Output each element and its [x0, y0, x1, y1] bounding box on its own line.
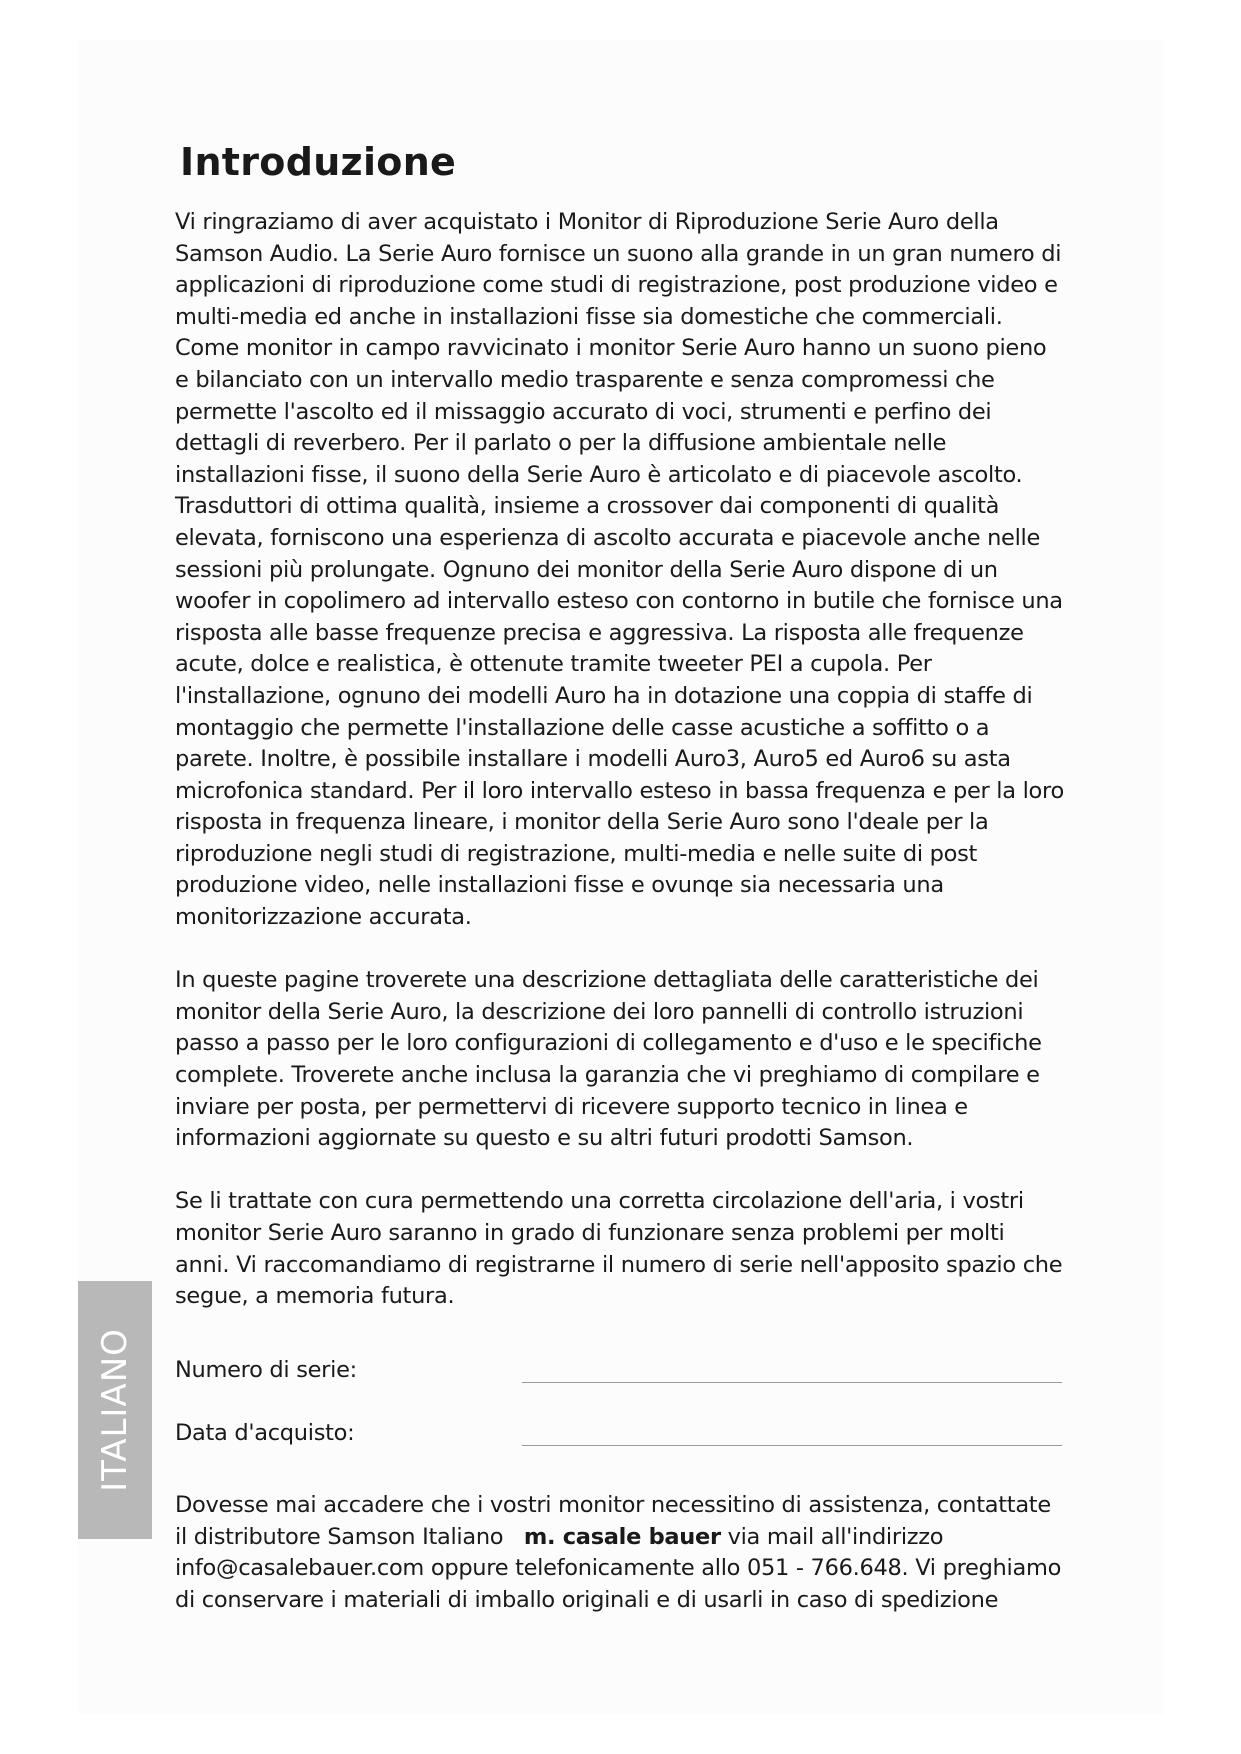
- intro-paragraph-1: Vi ringraziamo di aver acquistato i Monitor di Riproduzione Serie Auro della Samson Audio. La Serie Auro fornisce un suono alla grande in un gran numero di applicazioni di riproduzione come studi di registrazione, post produzione video e multi-media ed anche in installazioni fisse sia domestiche che commerciali. Come monitor in campo ravvicinato i monitor Serie Auro hanno un suono pieno e bilanciato con un intervallo medio trasparente e senza compromessi che permette l'ascolto ed il missaggio accurato di voci, strumenti e perfino dei dettagli di reverbero. Per il parlato o per la diffusione ambientale nelle installazioni fisse, il suono della Serie Auro è articolato e di piacevole ascolto. Trasduttori di ottima qualità, insieme a crossover dai componenti di qualità elevata, forniscono una esperienza di ascolto accurata e piacevole anche nelle sessioni più prolungate. Ognuno dei monitor della Serie Auro dispone di un woofer in copolimero ad intervallo esteso con contorno in butile che fornisce una risposta alle basse frequenze precisa e aggressiva. La risposta alle frequenze acute, dolce e realistica, è ottenute tramite tweeter PEI a cupola. Per l'installazione, ognuno dei modelli Auro ha in dotazione una coppia di staffe di montaggio che permette l'installazione delle casse acustiche a soffitto o a parete. Inoltre, è possibile installare i modelli Auro3, Auro5 ed Auro6 su asta microfonica standard. Per il loro intervallo esteso in bassa frequenza e per la loro risposta in frequenza lineare, i monitor della Serie Auro sono l'deale per la riproduzione negli studi di registrazione, multi-media e nelle suite di post produzione video, nelle installazioni fisse e ovunqe sia necessaria una monitorizzazione accurata.: [175, 209, 1064, 931]
- intro-body: [175, 207, 1065, 1313]
- purchase-date-label: Data d'acquisto:: [175, 1420, 355, 1446]
- page-title: Introduzione: [180, 140, 457, 184]
- intro-paragraph-2: In queste pagine troverete una descrizione dettagliata delle caratteristiche dei monitor della Serie Auro, la descrizione dei loro pannelli di controllo istruzioni passo a passo per le loro configurazioni di collegamento e d'uso e le specifiche complete. Troverete anche inclusa la garanzia che vi preghiamo di compilare e inviare per posta, per permettervi di ricevere supporto tecnico in linea e informazioni aggiornate su questo e su altri futuri prodotti Samson.: [175, 967, 1042, 1152]
- serial-number-label: Numero di serie:: [175, 1357, 357, 1383]
- language-tab-label: ITALIANO: [95, 1328, 135, 1492]
- service-text: [175, 1490, 1065, 1616]
- language-tab: [78, 1281, 152, 1539]
- distributor-name: m. casale bauer: [523, 1523, 721, 1550]
- serial-number-line[interactable]: [522, 1382, 1062, 1383]
- service-text-after: via mail all'indirizzo info@casalebauer.com oppure telefonicamente allo 051 - 766.648. Vi preghiamo di conservare i materiali di imballo originali e di usarli in caso di spedizione: [175, 1523, 1062, 1613]
- purchase-date-line[interactable]: [522, 1445, 1062, 1446]
- service-paragraph: [175, 1490, 1065, 1616]
- intro-paragraph-3: Se li trattate con cura permettendo una corretta circolazione dell'aria, i vostri monitor Serie Auro saranno in grado di funzionare senza problemi per molti anni. Vi raccomandiamo di registrarne il numero di serie nell'apposito spazio che segue, a memoria futura.: [175, 1188, 1063, 1310]
- service-text-before: Dovesse mai accadere che i vostri monitor necessitino di assistenza, contattate il distributore Samson Italiano: [175, 1492, 1051, 1550]
